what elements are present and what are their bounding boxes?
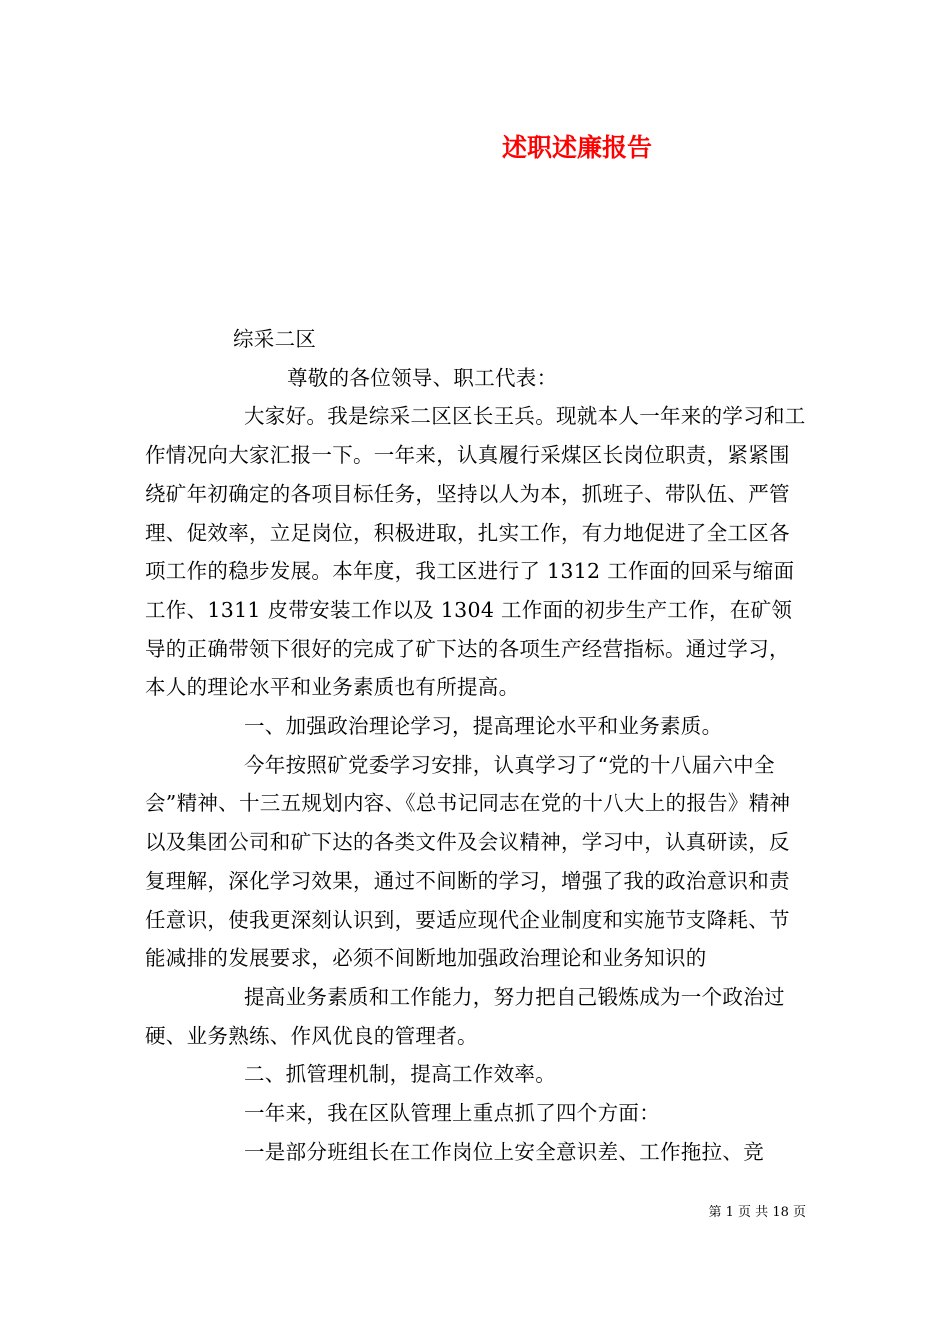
page-footer: 第 1 页 共 18 页 — [708, 1205, 806, 1220]
paragraph-intro: 大家好。我是综采二区区长王兵。现就本人一年来的学习和工作情况向大家汇报一下。一年来，认真履行采煤区长岗位职责，紧紧围绕矿年初确定的各项目标任务，坚持以人为本，抓班子、带队伍、严管理、促效率，立足岗位，积极进取，扎实工作，有力地促进了全工区各项工作的稳步发展。本年度，我工区进行了 1312 工作面的回采与缩面工作、1311 皮带安装工作以及 1304 工作面的初步生产工作，在矿领导的正确带领下很好的完成了矿下达的各项生产经营指标。通过学习，本人的理论水平和业务素质也有所提高。 — [145, 404, 806, 700]
salutation-line: 尊敬的各位领导、职工代表： — [287, 365, 558, 390]
paragraph-improve: 提高业务素质和工作能力，努力把自己锻炼成为一个政治过硬、业务熟练、作风优良的管理者。 — [145, 984, 785, 1048]
department-line: 综采二区 — [233, 327, 317, 351]
section-heading-2: 二、抓管理机制，提高工作效率。 — [244, 1062, 556, 1087]
document-title: 述职述廉报告 — [501, 133, 652, 162]
paragraph-point-one: 一是部分班组长在工作岗位上安全意识差、工作拖拉、竞 — [244, 1139, 764, 1164]
paragraph-study: 今年按照矿党委学习安排，认真学习了“党的十八届六中全会”精神、十三五规划内容、《总书记同志在党的十八大上的报告》精神以及集团公司和矿下达的各类文件及会议精神，学习中，认真研读，反复理解，深化学习效果，通过不间断的学习，增强了我的政治意识和责任意识，使我更深刻认识到，要适应现代企业制度和实施节支降耗、节能减排的发展要求，必须不间断地加强政治理论和业务知识的 — [145, 752, 791, 971]
document-body — [145, 320, 810, 1171]
paragraph-management: 一年来，我在区队管理上重点抓了四个方面： — [244, 1101, 660, 1126]
section-heading-1: 一、加强政治理论学习，提高理论水平和业务素质。 — [244, 714, 723, 739]
